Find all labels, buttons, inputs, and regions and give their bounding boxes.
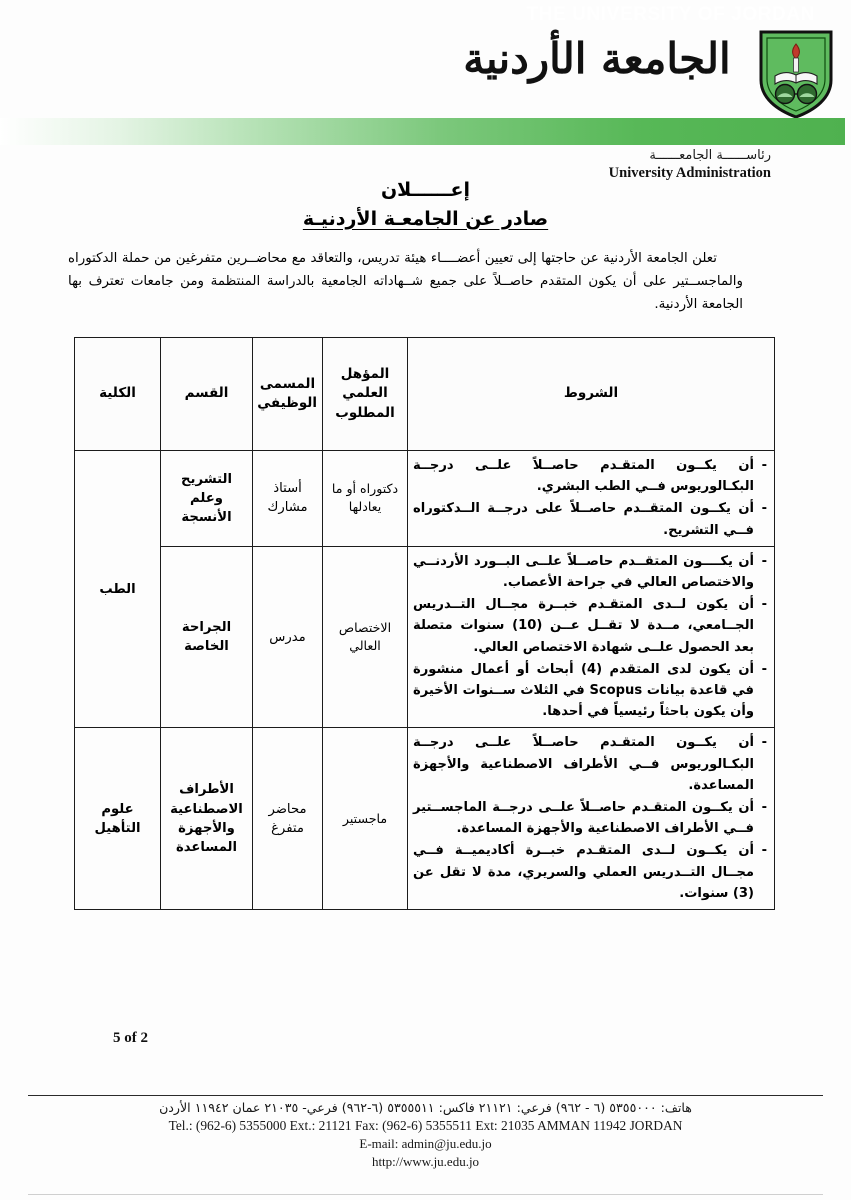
cell-conditions [408, 451, 775, 547]
conditions-list [413, 455, 769, 541]
cell-qualification: دكتوراه أو ما يعادلها [323, 451, 408, 547]
page-subtitle: صادر عن الجامعـة الأردنيـة [302, 207, 549, 230]
condition-item: - أن يكــون المتقـدم حاصــلاً علــى درجــة البكـالوريوس فــي الطب البشري. [413, 455, 769, 497]
cell-qualification: ماجستير [323, 728, 408, 910]
footer-email: E-mail: admin@ju.edu.jo [359, 1136, 492, 1152]
condition-item: - أن يكون لــدى المتقـدم خبــرة مجــال التــدريس الجــامعي، مــدة لا تقــل عــن (10) سنوات متصلة بعد الحصول علــى شهادة الاختصاص العالي. [413, 594, 769, 658]
conditions-list [413, 551, 769, 723]
condition-item: - أن يكــــون المتقــدم حاصــلاً علــى البــورد الأردنــي والاختصاص العالي في جراحة الأعصاب. [413, 551, 769, 593]
condition-item: - أن يكــون لــدى المتقـدم خبــرة أكاديميــة فــي مجــال التــدريس العملي والسريري، مدة لا تقل عن (3) سنوات. [413, 840, 769, 904]
university-name-calligraphy: الجامعة الأردنية [463, 34, 731, 83]
column-header-qualification: المؤهل العلمي المطلوب [323, 338, 408, 451]
bottom-divider [28, 1194, 823, 1195]
cell-department: التشريح وعلم الأنسجة [161, 451, 253, 547]
cell-qualification: الاختصاص العالي [323, 546, 408, 728]
cell-job-title: محاضر متفرغ [253, 728, 323, 910]
cell-faculty: الطب [75, 451, 161, 728]
footer-divider [28, 1095, 823, 1096]
cell-conditions [408, 546, 775, 728]
table-row [75, 451, 775, 547]
intro-paragraph: تعلن الجامعة الأردنية عن حاجتها إلى تعيين أعضــــاء هيئة تدريس، والتعاقد مع محاضــرين متفرغين من حملة الدكتوراه والماجســتير على أن يكون المتقدم حاصــلاً على جميع شــهاداته الجامعية بالدراسة المنتظمة ومن جامعات تعترف بها الجامعة الأردنية. [68, 251, 743, 313]
university-crest-icon [757, 28, 835, 120]
column-header-conditions: الشروط [408, 338, 775, 451]
page-number: 5 of 2 [113, 1030, 148, 1046]
footer-contact-en: Tel.: (962-6) 5355000 Ext.: 21121 Fax: (962-6) 5355511 Ext: 21035 AMMAN 11942 JORDAN [168, 1118, 683, 1133]
university-administration-ar: رئاســــــة الجامعــــــة [649, 148, 771, 163]
condition-item: - أن يكون لدى المتقدم (4) أبحاث أو أعمال منشورة في قاعدة بيانات Scopus في الثلاث ســنوات الأخيرة وأن يكون باحثاً رئيسياً في أحدها. [413, 659, 769, 723]
condition-item: - أن يكــون المتقــدم حاصــلاً على درجــة الــدكتوراه فــي التشريح. [413, 498, 769, 540]
cell-job-title: أستاذ مشارك [253, 451, 323, 547]
condition-item: - أن يكــون المتقـدم حاصــلاً علــى درجــة البكـالوريوس فــي الأطراف الاصطناعية والأجهزة المساعدة. [413, 732, 769, 796]
table-header-row [75, 338, 775, 451]
column-header-department: القسم [161, 338, 253, 451]
green-banner [0, 118, 845, 145]
logo-row [0, 28, 851, 118]
university-administration-en: University Administration [608, 165, 771, 181]
jobs-table [74, 337, 775, 910]
cell-conditions [408, 728, 775, 910]
document-footer [0, 1099, 851, 1172]
column-header-faculty: الكلية [75, 338, 161, 451]
jobs-table-wrapper [75, 337, 775, 910]
banner-title-en: THE UNIVERSITY OF JORDAN [526, 4, 815, 25]
cell-department: الجراحة الخاصة [161, 546, 253, 728]
table-row [75, 546, 775, 728]
footer-contact-ar: هاتف: ٥٣٥٥٠٠٠ (٦ - ٩٦٢) فرعي: ٢١١٢١ فاكس: ٥٣٥٥٥١١ (٦-٩٦٢) فرعي- ٢١٠٣٥ عمان ١١٩٤٢ الأردن [159, 1100, 692, 1115]
cell-job-title: مدرس [253, 546, 323, 728]
document-header [0, 0, 851, 190]
conditions-list [413, 732, 769, 904]
footer-website: http://www.ju.edu.jo [371, 1154, 480, 1170]
announcement-title-block [0, 176, 851, 233]
table-row [75, 728, 775, 910]
condition-item: - أن يكــون المتقـدم حاصــلاً علــى درجــة الماجســتير فــي الأطراف الاصطناعية والأجهزة المساعدة. [413, 797, 769, 839]
cell-faculty: علوم التأهيل [75, 728, 161, 910]
page-title: إعــــــلان [380, 179, 471, 201]
column-header-job-title: المسمى الوظيفي [253, 338, 323, 451]
cell-department: الأطراف الاصطناعية والأجهزة المساعدة [161, 728, 253, 910]
